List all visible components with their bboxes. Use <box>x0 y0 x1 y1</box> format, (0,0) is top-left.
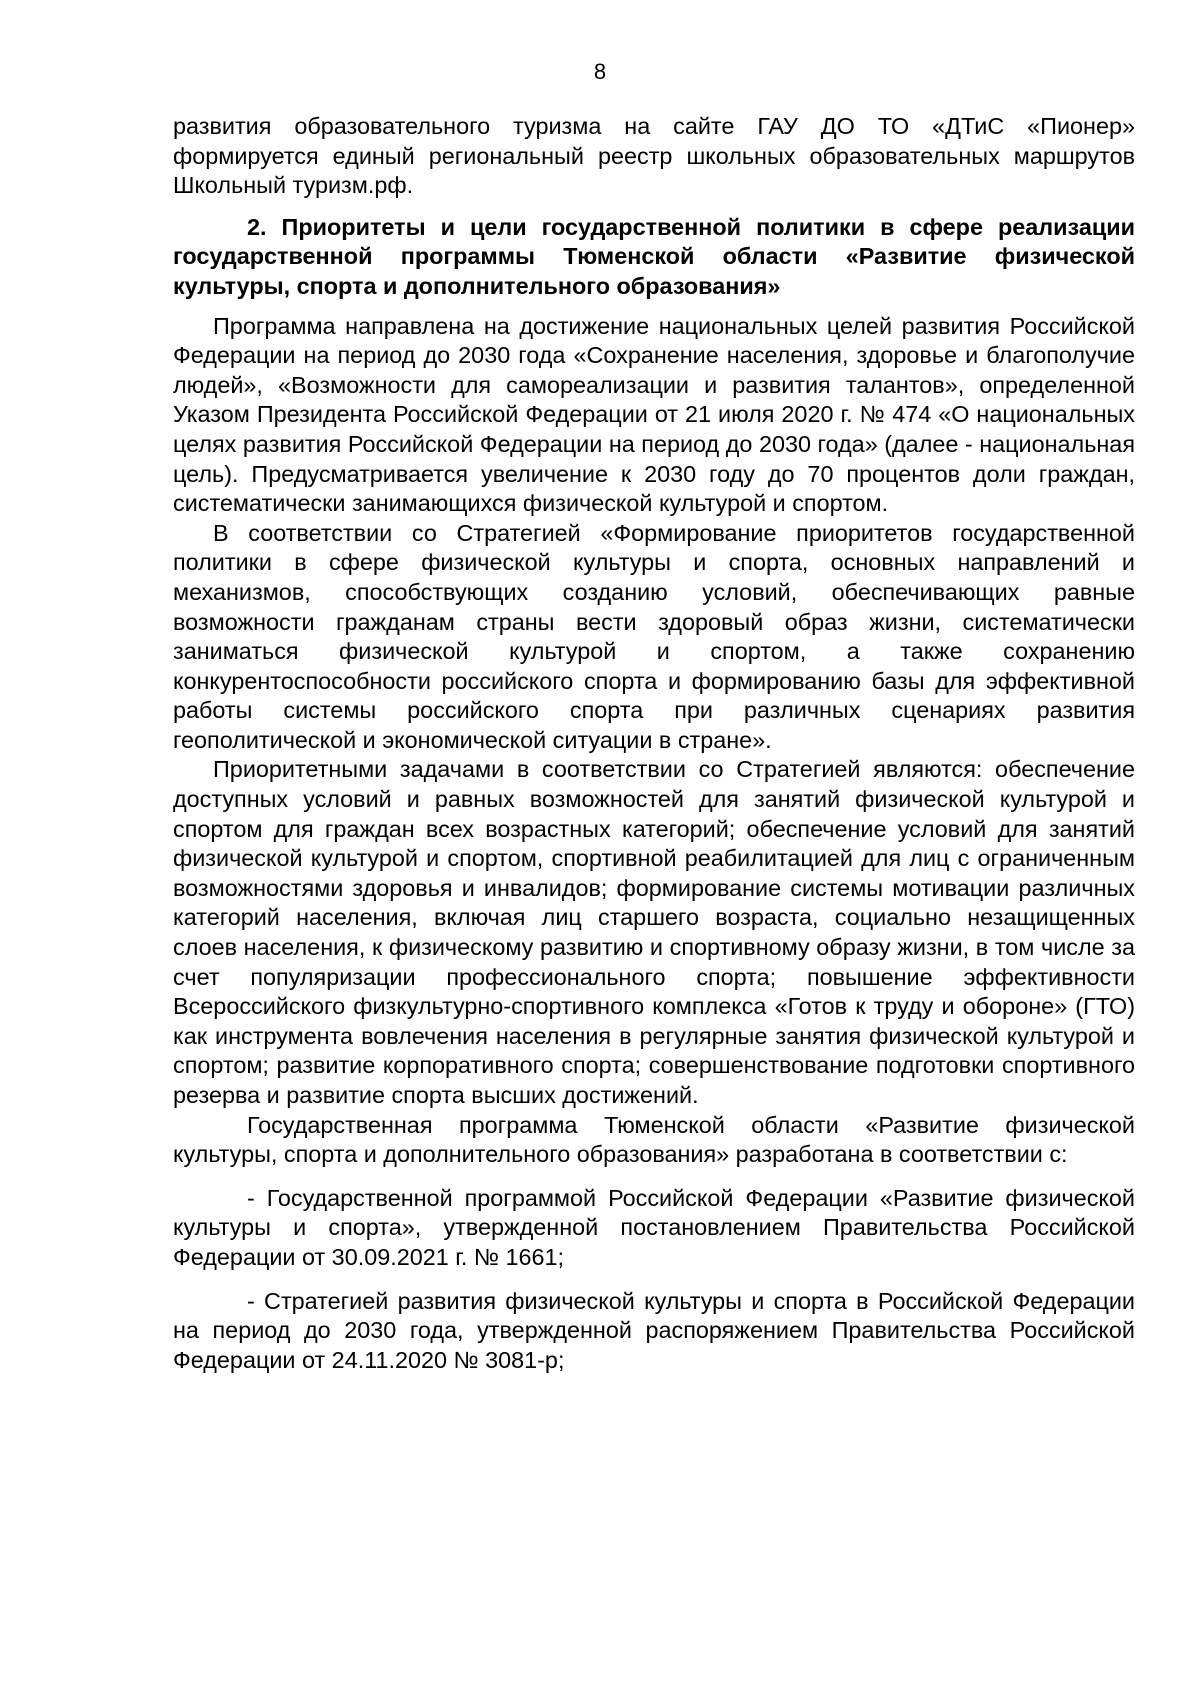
paragraph-program-basis: Государственная программа Тюменской области «Развитие физической культуры, спорта и дополнительного образования» разработана в соответствии с: <box>173 1111 1135 1168</box>
document-body <box>173 112 1135 1375</box>
list-item: - Государственной программой Российской Федерации «Развитие физической культуры и спорта», утвержденной постановлением Правительства Российской Федерации от 30.09.2021 г. № 1661; <box>173 1184 1135 1270</box>
paragraph-priority-tasks: Приоритетными задачами в соответствии со Стратегией являются: обеспечение доступных условий и равных возможностей для занятий физической культурой и спортом для граждан всех возрастных категорий; обеспечение условий для занятий физической культурой и спортом, спортивной реабилитацией для лиц с ограниченным возможностями здоровья и инвалидов; формирование системы мотивации различных категорий населения, включая лиц старшего возраста, социально незащищенных слоев населения, к физическому развитию и спортивному образу жизни, в том числе за счет популяризации профессионального спорта; повышение эффективности Всероссийского физкультурно-спортивного комплекса «Готов к труду и обороне» (ГТО) как инструмента вовлечения населения в регулярные занятия физической культурой и спортом; развитие корпоративного спорта; совершенствование подготовки спортивного резерва и развитие спорта высших достижений. <box>173 756 1135 1108</box>
paragraph-strategy: В соответствии со Стратегией «Формирование приоритетов государственной политики в сфере физической культуры и спорта, основных направлений и механизмов, способствующих созданию условий, обеспечивающих равные возможности гражданам страны вести здоровый образ жизни, систематически заниматься физической культурой и спортом, а также сохранению конкурентоспособности российского спорта и формированию базы для эффективной работы системы российского спорта при различных сценариях развития геополитической и экономической ситуации в стране». <box>173 519 1135 753</box>
page-number: 8 <box>593 59 607 84</box>
paragraph-national-goals: Программа направлена на достижение национальных целей развития Российской Федерации на период до 2030 года «Сохранение населения, здоровье и благополучие людей», «Возможности для самореализации и развития талантов», определенной Указом Президента Российской Федерации от 21 июля 2020 г. № 474 «О национальных целях развития Российской Федерации на период до 2030 года» (далее - национальная цель). Предусматривается увеличение к 2030 году до 70 процентов доли граждан, систематически занимающихся физической культурой и спортом. <box>173 312 1135 517</box>
list-item: - Стратегией развития физической культуры и спорта в Российской Федерации на период до 2030 года, утвержденной распоряжением Правительства Российской Федерации от 24.11.2020 № 3081-р; <box>173 1287 1135 1373</box>
section-heading: 2. Приоритеты и цели государственной политики в сфере реализации государственной программы Тюменской области «Развитие физической культуры, спорта и дополнительного образования» <box>173 213 1135 299</box>
intro-paragraph: развития образовательного туризма на сайте ГАУ ДО ТО «ДТиС «Пионер» формируется единый региональный реестр школьных образовательных маршрутов Школьный туризм.рф. <box>173 113 1135 199</box>
